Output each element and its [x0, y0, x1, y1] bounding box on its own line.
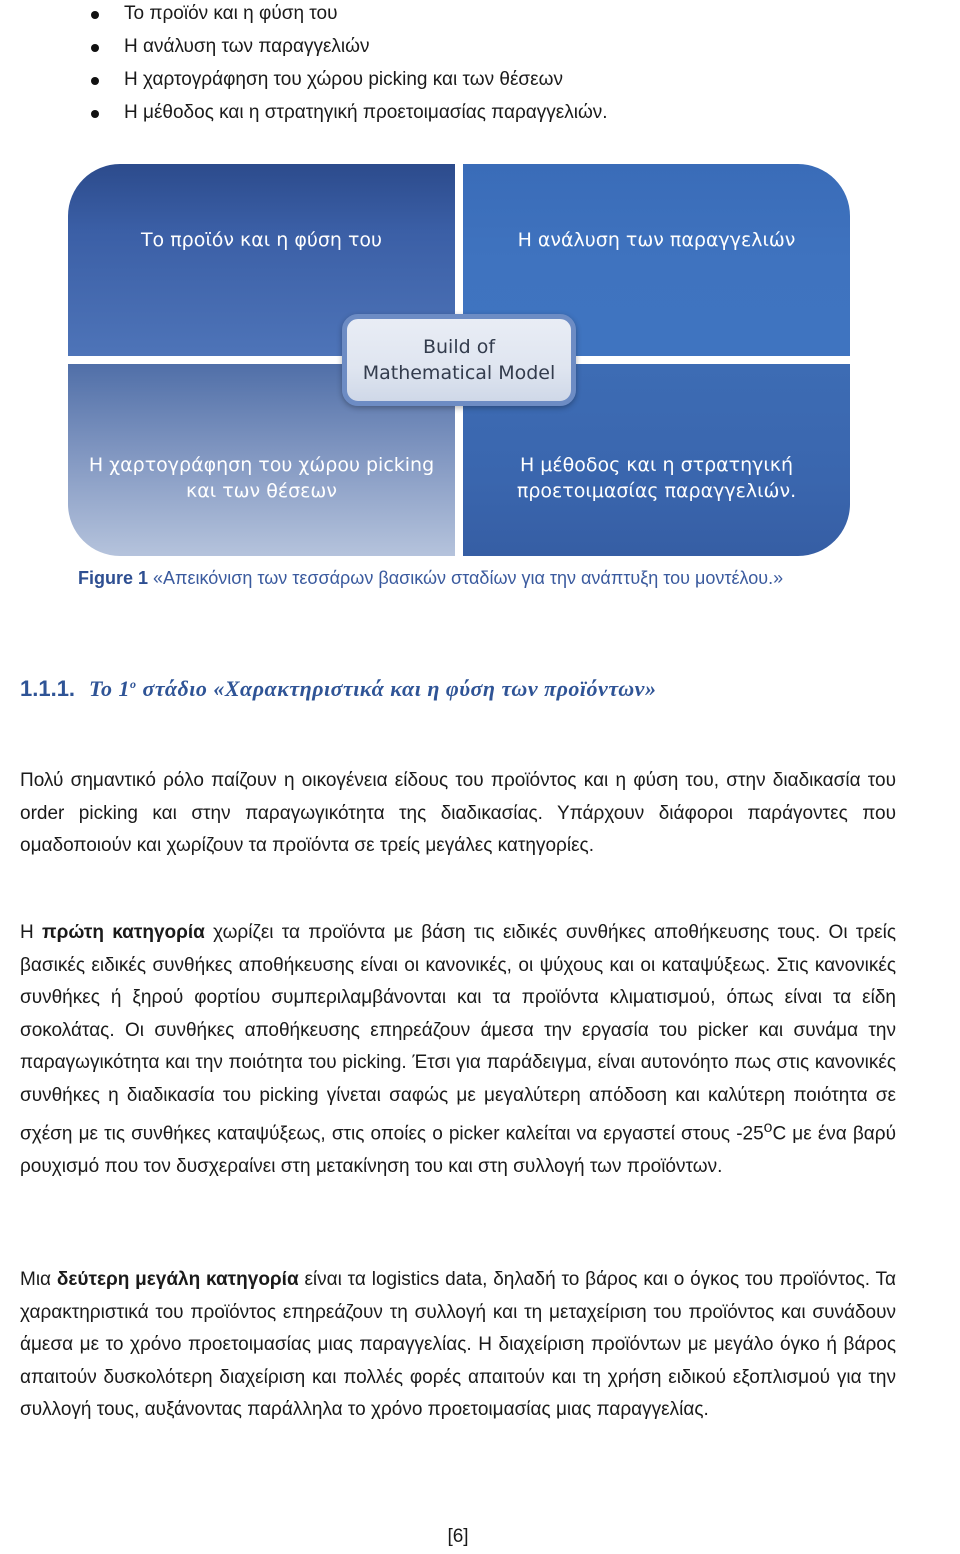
bullet-icon: [91, 44, 99, 52]
paragraph-text: χωρίζει τα προϊόντα με βάση τις ειδικές συνθήκες αποθήκευσης τους. Οι τρείς βασικές ειδικές συνθήκες αποθήκευσης είναι οι κανονικές, οι ψύχους και οι καταψύξεως. Στις κανονικές συνθήκες ή ξηρού φορτίου συμπεριλαμβάνονται και τα προϊόντα κλιματισμού, όπως είναι τα είδη σοκολάτας. Οι συνθήκες αποθήκευσης επηρεάζουν άμεσα την εργασία του picker και συνάμα την παραγωγικότητα και την ποιότητα του picking. Έτσι για παράδειγμα, είναι αυτονόητο πως στις κανονικές συνθήκες η διαδικασία του picking γίνεται σαφώς με μεγαλύτερη απόδοση και καλύτερη ποιότητα σε σχέση με τις συνθήκες καταψύξεως, στις οποίες ο picker καλείται να εργαστεί στους -25: [20, 922, 896, 1145]
bullet-text: Το προϊόν και η φύση του: [124, 3, 338, 24]
quadrant-label: και των θέσεων: [186, 480, 337, 502]
bullet-text: Η ανάλυση των παραγγελιών: [124, 36, 370, 57]
paragraph-text: είναι τα logistics data, δηλαδή το βάρος και ο όγκος του προϊόντος. Τα χαρακτηριστικά του προϊόντος επηρεάζουν τη συλλογή και τη μεταχείριση του προϊόντος και συνάδουν άμεσα με το χρόνο προετοιμασίας μιας παραγγελίας. Η διαχείριση προϊόντων με μεγάλο όγκο ή βάρος απαιτούν δυσκολότερη διαχείριση και πολλές φορές απαιτούν και τη χρήση ειδικού εξοπλισμού για την συλλογή τους, αυξάνοντας παράλληλα το χρόνο προετοιμασίας μιας παραγγελίας.: [20, 1269, 896, 1420]
bullet-text: Η χαρτογράφηση του χώρου picking και των θέσεων: [124, 69, 563, 90]
quadrant-label: προετοιμασίας παραγγελιών.: [516, 480, 797, 502]
bullet-icon: [91, 77, 99, 85]
section-number: 1.1.1.: [20, 676, 76, 701]
heading-text: στάδιο «Χαρακτηριστικά και η φύση των προϊόντων»: [142, 676, 657, 701]
page-number: [6]: [447, 1526, 469, 1547]
bullet-text: Η μέθοδος και η στρατηγική προετοιμασίας παραγγελιών.: [124, 102, 608, 123]
list-item: [82, 66, 942, 99]
bullet-icon: [91, 11, 99, 19]
figure-caption: [78, 568, 783, 589]
paragraph-2: [20, 917, 896, 1183]
list-item: [82, 0, 942, 33]
diagram-center-box: [342, 314, 576, 406]
list-item: [82, 99, 942, 132]
bullet-icon: [91, 110, 99, 118]
heading-superscript: ο: [130, 676, 137, 691]
paragraph-text: C με ένα βαρύ ρουχισμό που τον δυσχεραίνει στη μετακίνηση του και στη συλλογή των προϊόντων.: [20, 1123, 896, 1177]
center-label: Build of: [422, 336, 496, 358]
paragraph-text: Η: [20, 922, 43, 943]
quadrant-label: Η χαρτογράφηση του χώρου picking: [88, 454, 435, 476]
quadrant-label: Η μέθοδος και η στρατηγική: [519, 454, 794, 476]
center-label: Mathematical Model: [362, 362, 556, 384]
heading-text: Το 1: [89, 676, 130, 701]
degree-superscript: ο: [763, 1119, 773, 1136]
paragraph-text: Μια: [20, 1269, 57, 1290]
section-heading: [20, 676, 656, 702]
paragraph-1: Πολύ σημαντικό ρόλο παίζουν η οικογένεια είδους του προϊόντος και η φύση του, στην διαδικασία του order picking και στην παραγωγικότητα της διαδικασίας. Υπάρχουν διάφοροι παράγοντες που ομαδοποιούν και χωρίζουν τα προϊόντα σε τρείς μεγάλες κατηγορίες.: [20, 770, 896, 856]
quadrant-label: Η ανάλυση των παραγγελιών: [517, 229, 796, 251]
quadrant-label: Το προϊόν και η φύση του: [140, 229, 383, 251]
figure-label: Figure 1: [78, 568, 149, 588]
paragraph-3: [20, 1264, 896, 1427]
bullet-list: [82, 0, 942, 132]
bold-term: δεύτερη μεγάλη κατηγορία: [56, 1269, 299, 1290]
bold-term: πρώτη κατηγορία: [42, 922, 205, 943]
caption-text: «Απεικόνιση των τεσσάρων βασικών σταδίων για την ανάπτυξη του μοντέλου.»: [148, 568, 784, 588]
model-diagram: [68, 164, 850, 556]
list-item: [82, 33, 942, 66]
